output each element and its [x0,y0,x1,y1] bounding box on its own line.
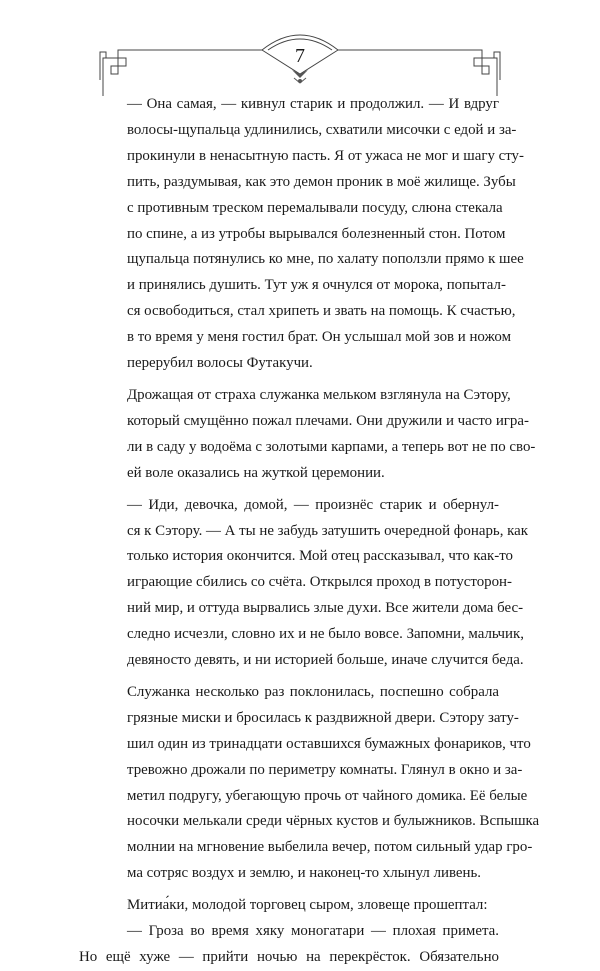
text-line: ний мир, и оттуда вырвались злые духи. Все жители дома бес- [127,600,524,617]
text-line: следно исчезли, словно их и не было вовсе. Запомни, мальчик, [127,626,524,643]
text-line: Митиа́ки, молодой торговец сыром, зловеще прошептал: [127,897,488,914]
page-header-ornament [0,0,600,100]
text-line: носочки мелькали среди чёрных кустов и булыжников. Вспышка [127,813,540,830]
text-line: тревожно дрожали по периметру комнаты. Глянул в окно и за- [127,761,523,778]
paragraph-1 [103,92,524,377]
text-line: Дрожащая от страха служанка мельком взглянула на Сэтору, [127,386,511,403]
body-text [79,92,540,971]
text-line: ся освободиться, стал хрипеть и звать на помощь. К счастью, [127,303,516,320]
text-line: только история окончится. Мой отец рассказывал, что как-то [127,548,513,565]
text-line: пить, раздумывая, как это демон проник в моё жилище. Зубы [127,173,516,190]
text-line: в то время у меня гостил брат. Он услышал мой зов и ножом [127,329,512,346]
text-line: по спине, а из утробы вырывался болезненный стон. Потом [127,225,506,242]
text-line: ей воле оказались на жуткой церемонии. [127,464,385,481]
text-line: Но ещё хуже — прийти ночью на перекрёсток. Обязательно [79,949,499,965]
text-line: — Она самая, — кивнул старик и продолжил. — И вдруг [127,96,499,112]
text-line: прокинули в ненасытную пасть. Я от ужаса не мог и шагу сту- [127,147,524,164]
text-line: ли в саду у водоёма с золотыми карпами, а теперь вот не по сво- [127,438,536,455]
text-line: щупальца потянулись ко мне, по халату поползли прямо к шее [127,251,524,268]
text-line: шил один из тринадцати оставшихся бумажных фонариков, что [127,735,531,752]
text-line: — Гроза во время хяку моногатари — плохая примета. [127,923,499,940]
text-line: перерубил волосы Футакучи. [127,355,313,372]
text-line: который смущённо пожал плечами. Они дружили и часто игра- [127,412,529,429]
text-line: и принялись душить. Тут уж я очнулся от морока, попытал- [127,277,506,294]
text-line: — Иди, девочка, домой, — произнёс старик и обернул- [127,496,499,513]
paragraph-4 [103,680,540,887]
paragraph-3 [103,493,528,674]
text-line: молнии на мгновение выбелила вечер, потом сильный удар гро- [127,839,533,856]
text-line: ся к Сэтору. — А ты не забудь затушить очередной фонарь, как [127,522,528,539]
page-number: 7 [295,45,305,67]
text-line: грязные миски и бросилась к раздвижной двери. Сэтору зату- [127,709,519,726]
paragraph-5 [79,893,499,971]
text-line: с противным треском перемалывали посуду, слюна стекала [127,199,503,216]
text-line: девяносто девять, и ни историей больше, иначе случится беда. [127,652,524,669]
text-line: Служанка несколько раз поклонилась, поспешно собрала [127,683,499,700]
text-line: ма сотряс воздух и землю, и наконец-то хлынул ливень. [127,865,482,882]
text-line: играющие сбились со счёта. Открылся проход в потусторон- [127,574,512,591]
text-line: волосы-щупальца удлинились, схватили мисочки с едой и за- [127,121,517,138]
text-line: метил подругу, убегающую прочь от чайного домика. Её белые [127,787,528,804]
paragraph-2 [103,383,536,487]
